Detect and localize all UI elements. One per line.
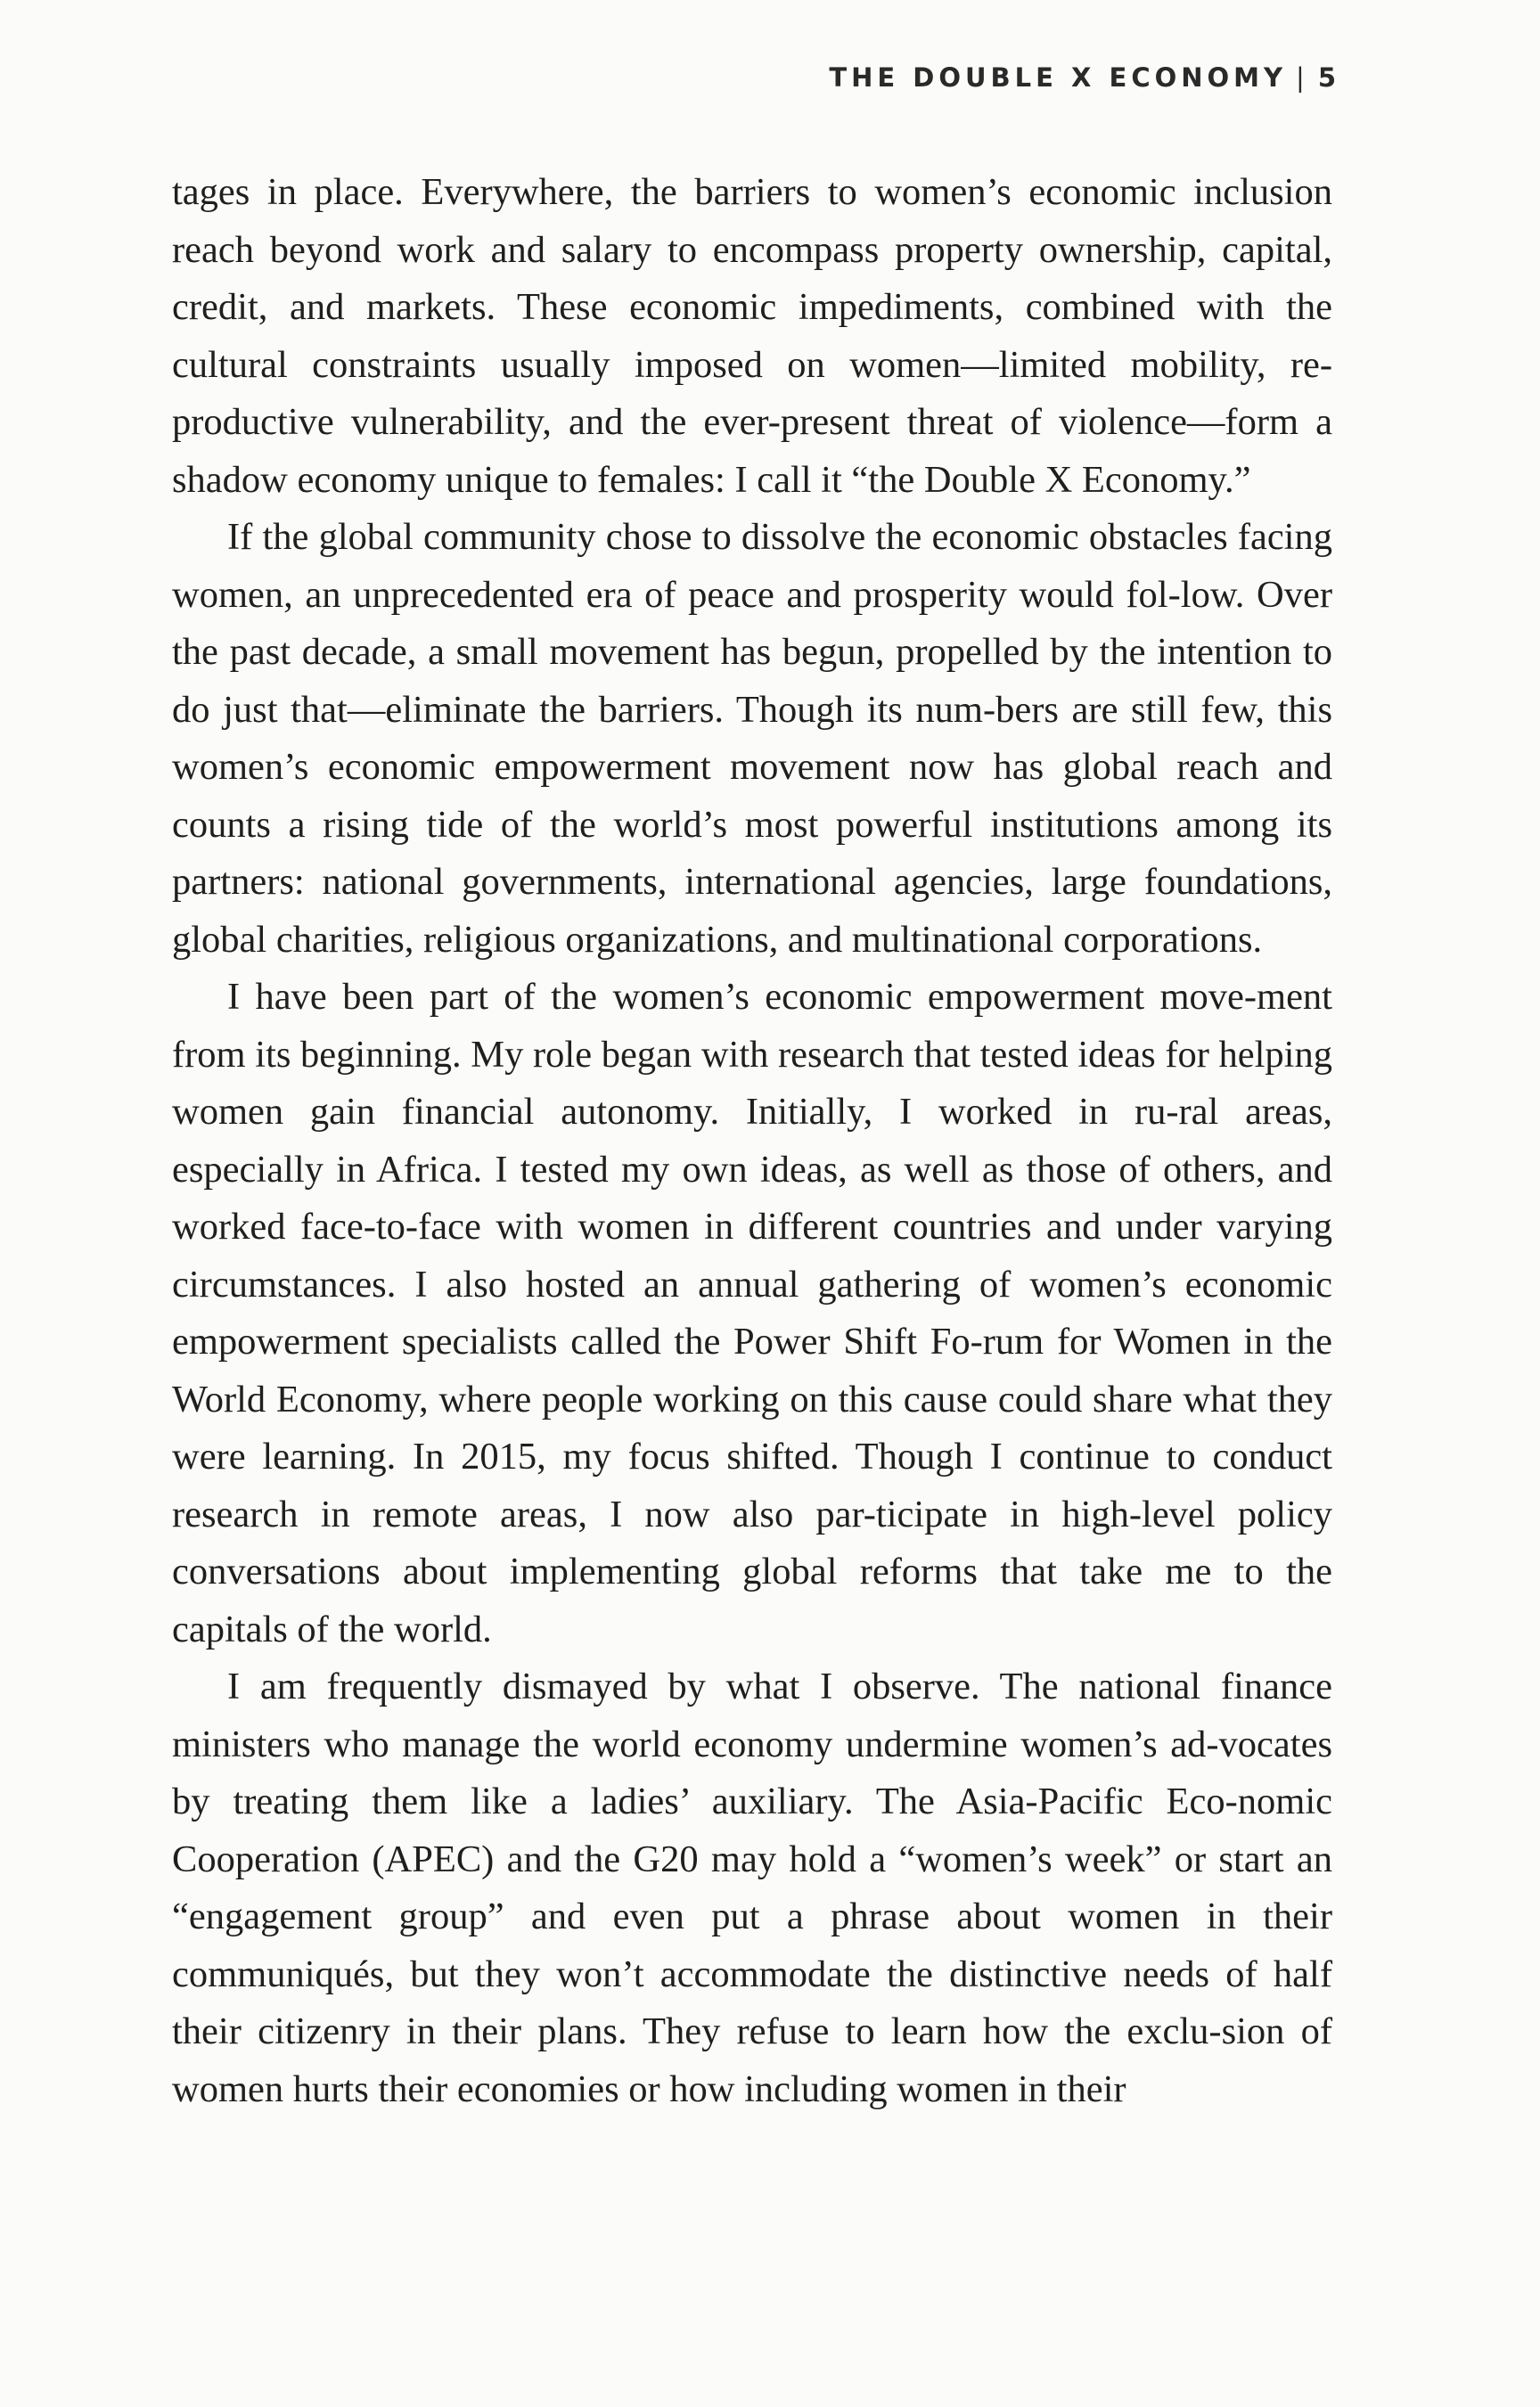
body-text [172, 164, 1332, 2118]
running-head [829, 62, 1340, 93]
paragraph-4: I am frequently dismayed by what I observe. The national finance ministers who manage the world economy undermine women’s ad-vocates by treating them like a ladies’ auxiliary. The Asia-Pacific Eco-nomic Cooperation (APEC) and the G20 may hold a “women’s week” or start an “engagement group” and even put a phrase about women in their communiqués, but they won’t accommodate the distinctive needs of half their citizenry in their plans. They refuse to learn how the exclu-sion of women hurts their economies or how including women in their [172, 1666, 1332, 2110]
page-number: 5 [1317, 62, 1340, 93]
running-head-title: THE DOUBLE X ECONOMY [829, 62, 1288, 93]
paragraph-1: tages in place. Everywhere, the barriers to women’s economic inclusion reach beyond work and salary to encompass property ownership, capital, credit, and markets. These economic impediments, combined with the cultural constraints usually imposed on women—limited mobility, re-productive vulnerability, and the ever-present threat of violence—form a shadow economy unique to females: I call it “the Double X Economy.” [172, 171, 1332, 501]
running-head-separator: | [1296, 62, 1309, 93]
paragraph-2: If the global community chose to dissolve the economic obstacles facing women, an unprecedented era of peace and prosperity would fol-low. Over the past decade, a small movement has begun, propelled by the intention to do just that—eliminate the barriers. Though its num-bers are still few, this women’s economic empowerment movement now has global reach and counts a rising tide of the world’s most powerful institutions among its partners: national governments, international agencies, large foundations, global charities, religious organizations, and multinational corporations. [172, 516, 1332, 961]
paragraph-3: I have been part of the women’s economic empowerment move-ment from its beginning. My role began with research that tested ideas for helping women gain financial autonomy. Initially, I worked in ru-ral areas, especially in Africa. I tested my own ideas, as well as those of others, and worked face-to-face with women in different countries and under varying circumstances. I also hosted an annual gathering of women’s economic empowerment specialists called the Power Shift Fo-rum for Women in the World Economy, where people working on this cause could share what they were learning. In 2015, my focus shifted. Though I continue to conduct research in remote areas, I now also par-ticipate in high-level policy conversations about implementing global reforms that take me to the capitals of the world. [172, 976, 1332, 1650]
